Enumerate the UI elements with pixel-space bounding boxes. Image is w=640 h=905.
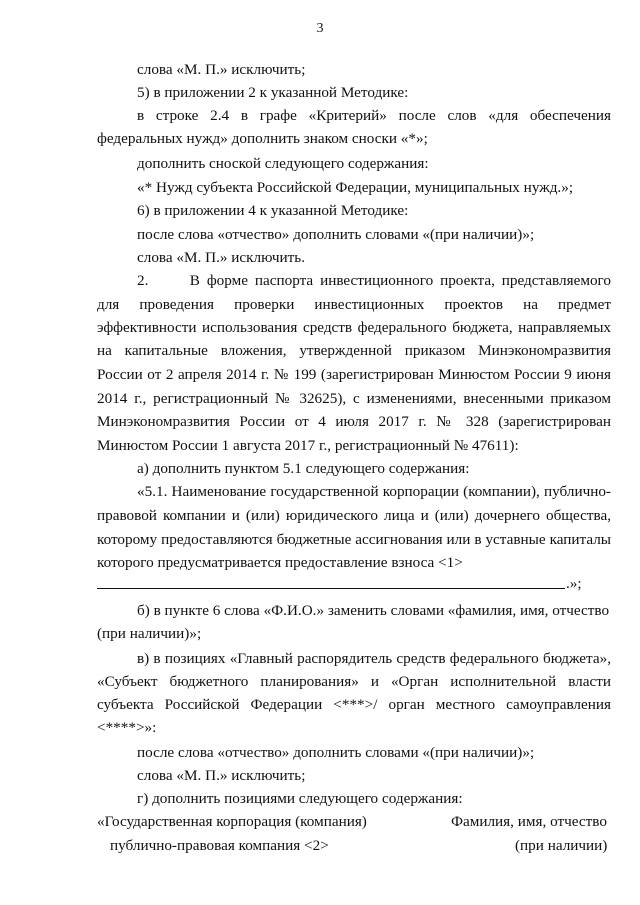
text-line: дополнить сноской следующего содержания: [137, 155, 429, 172]
blank-fill-line [97, 588, 565, 589]
text-line: которому предоставляются бюджетные ассигнования или в уставные капиталы [97, 531, 611, 548]
text-line: Минюстом России 1 августа 2017 г., регистрационный № 47611): [97, 437, 519, 454]
text-line: Минэкономразвития России от 4 июля 2017 г. № 328 (зарегистрирован [97, 413, 611, 430]
table-left-cell: «Государственная корпорация (компания) [97, 813, 367, 830]
text-line: эффективности использования средств федерального бюджета, направляемых [97, 319, 611, 336]
text-line: 6) в приложении 4 к указанной Методике: [137, 202, 409, 219]
table-left-cell: публично-правовая компания <2> [110, 837, 329, 854]
text-line: а) дополнить пунктом 5.1 следующего содержания: [137, 460, 470, 477]
text-line: .»; [566, 575, 582, 592]
text-line: России от 2 апреля 2014 г. № 199 (зарегистрирован Минюстом России 9 июня [97, 366, 611, 383]
text-line: 5) в приложении 2 к указанной Методике: [137, 84, 409, 101]
text-line: (при наличии)»; [97, 625, 202, 642]
text-line: «5.1. Наименование государственной корпорации (компании), публично- [137, 483, 611, 500]
text-line: субъекта Российской Федерации <***>/ орган местного самоуправления [97, 696, 611, 713]
table-right-cell: (при наличии) [515, 837, 608, 854]
text-line: в) в позициях «Главный распорядитель средств федерального бюджета», [137, 650, 611, 667]
text-line: 2. В форме паспорта инвестиционного проекта, представляемого [137, 272, 611, 289]
table-right-cell: Фамилия, имя, отчество [451, 813, 607, 830]
text-line: правовой компании и (или) юридического лица и (или) дочернего общества, [97, 507, 611, 524]
text-line: <****>»: [97, 719, 157, 736]
text-line: на капитальные вложения, утвержденной приказом Минэкономразвития [97, 342, 611, 359]
text-line: «Субъект бюджетного планирования» и «Орган исполнительной власти [97, 673, 611, 690]
text-line: в строке 2.4 в графе «Критерий» после слов «для обеспечения [137, 107, 611, 124]
text-line: г) дополнить позициями следующего содержания: [137, 790, 463, 807]
text-line: после слова «отчество» дополнить словами «(при наличии)»; [137, 744, 535, 761]
text-line: для проведения проверки инвестиционных проектов на предмет [97, 296, 611, 313]
text-line: «* Нужд субъекта Российской Федерации, муниципальных нужд.»; [137, 179, 574, 196]
text-line: слова «М. П.» исключить; [137, 767, 306, 784]
text-line: которого предусматривается предоставление взноса <1> [97, 554, 463, 571]
text-line: слова «М. П.» исключить; [137, 61, 306, 78]
page-number: 3 [316, 21, 324, 36]
text-line: после слова «отчество» дополнить словами «(при наличии)»; [137, 226, 535, 243]
text-line: федеральных нужд» дополнить знаком сноски «*»; [97, 130, 428, 147]
text-line: слова «М. П.» исключить. [137, 249, 305, 266]
text-line: 2014 г., регистрационный № 32625), с изменениями, внесенными приказом [97, 390, 611, 407]
text-line: б) в пункте 6 слова «Ф.И.О.» заменить словами «фамилия, имя, отчество [137, 602, 610, 619]
